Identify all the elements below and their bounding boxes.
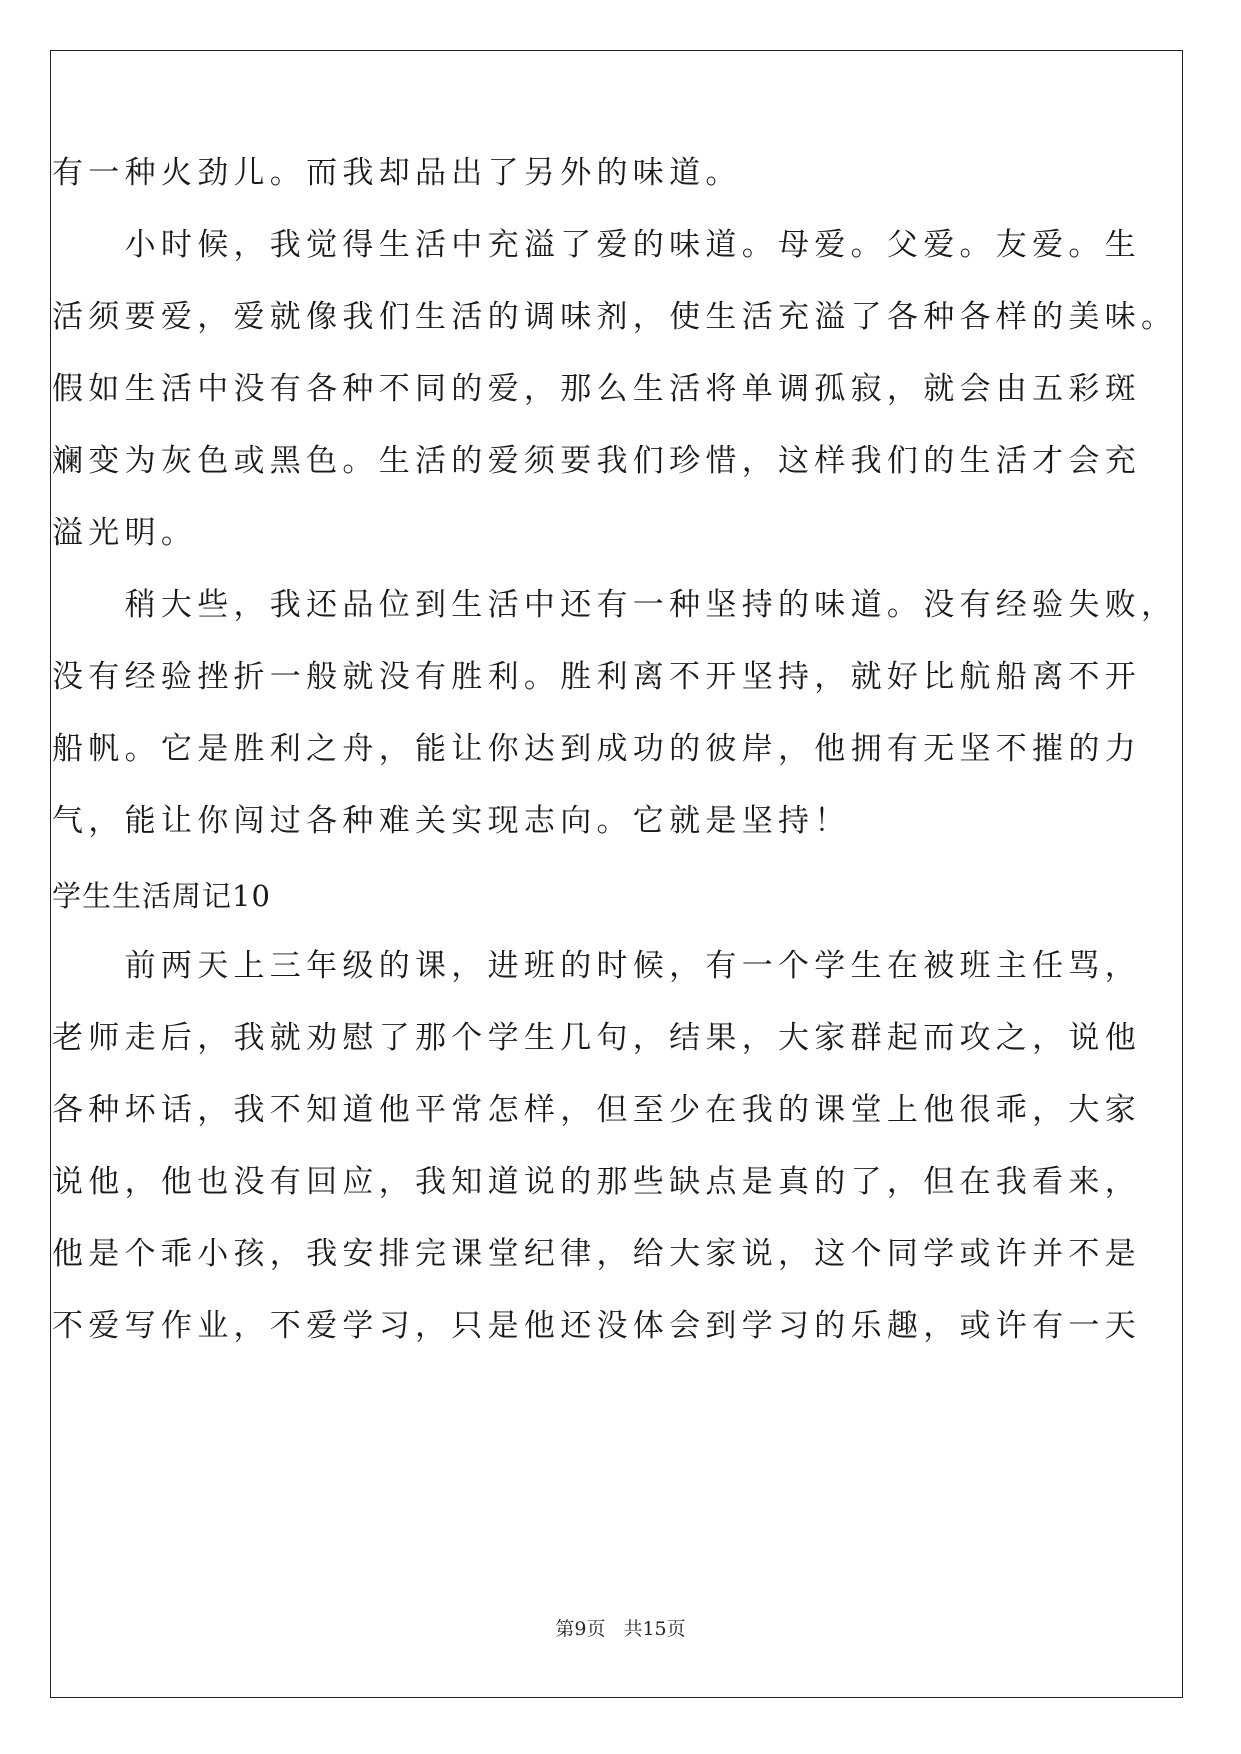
text-line: 前两天上三年级的课，进班的时候，有一个学生在被班主任骂， bbox=[52, 948, 1141, 984]
text-line: 船帆。它是胜利之舟，能让你达到成功的彼岸，他拥有无坚不摧的力 bbox=[52, 731, 1141, 767]
text-line: 有一种火劲儿。而我却品出了另外的味道。 bbox=[52, 155, 742, 191]
text-line: 溢光明。 bbox=[52, 515, 198, 551]
text-line: 没有经验挫折一般就没有胜利。胜利离不开坚持，就好比航船离不开 bbox=[52, 659, 1141, 695]
text-line: 气，能让你闯过各种难关实现志向。它就是坚持！ bbox=[52, 803, 851, 839]
text-line: 说他，他也没有回应，我知道说的那些缺点是真的了，但在我看来， bbox=[52, 1164, 1141, 1200]
text-line: 小时候，我觉得生活中充溢了爱的味道。母爱。父爱。友爱。生 bbox=[52, 227, 1141, 263]
text-line: 斓变为灰色或黑色。生活的爱须要我们珍惜，这样我们的生活才会充 bbox=[52, 443, 1141, 479]
page-number: 第9页 bbox=[555, 1618, 606, 1640]
text-line: 他是个乖小孩，我安排完课堂纪律，给大家说，这个同学或许并不是 bbox=[52, 1236, 1141, 1272]
text-line: 不爱写作业，不爱学习，只是他还没体会到学习的乐趣，或许有一天 bbox=[52, 1308, 1141, 1344]
text-line: 假如生活中没有各种不同的爱，那么生活将单调孤寂，就会由五彩斑 bbox=[52, 371, 1141, 407]
page-footer bbox=[0, 1614, 1241, 1641]
section-heading: 学生生活周记10 bbox=[52, 879, 271, 913]
text-line: 老师走后，我就劝慰了那个学生几句，结果，大家群起而攻之，说他 bbox=[52, 1020, 1141, 1056]
text-line: 活须要爱，爱就像我们生活的调味剂，使生活充溢了各种各样的美味。 bbox=[52, 299, 1178, 335]
text-line: 各种坏话，我不知道他平常怎样，但至少在我的课堂上他很乖，大家 bbox=[52, 1092, 1141, 1128]
page-total: 共15页 bbox=[623, 1618, 686, 1640]
text-line: 稍大些，我还品位到生活中还有一种坚持的味道。没有经验失败， bbox=[52, 587, 1178, 623]
